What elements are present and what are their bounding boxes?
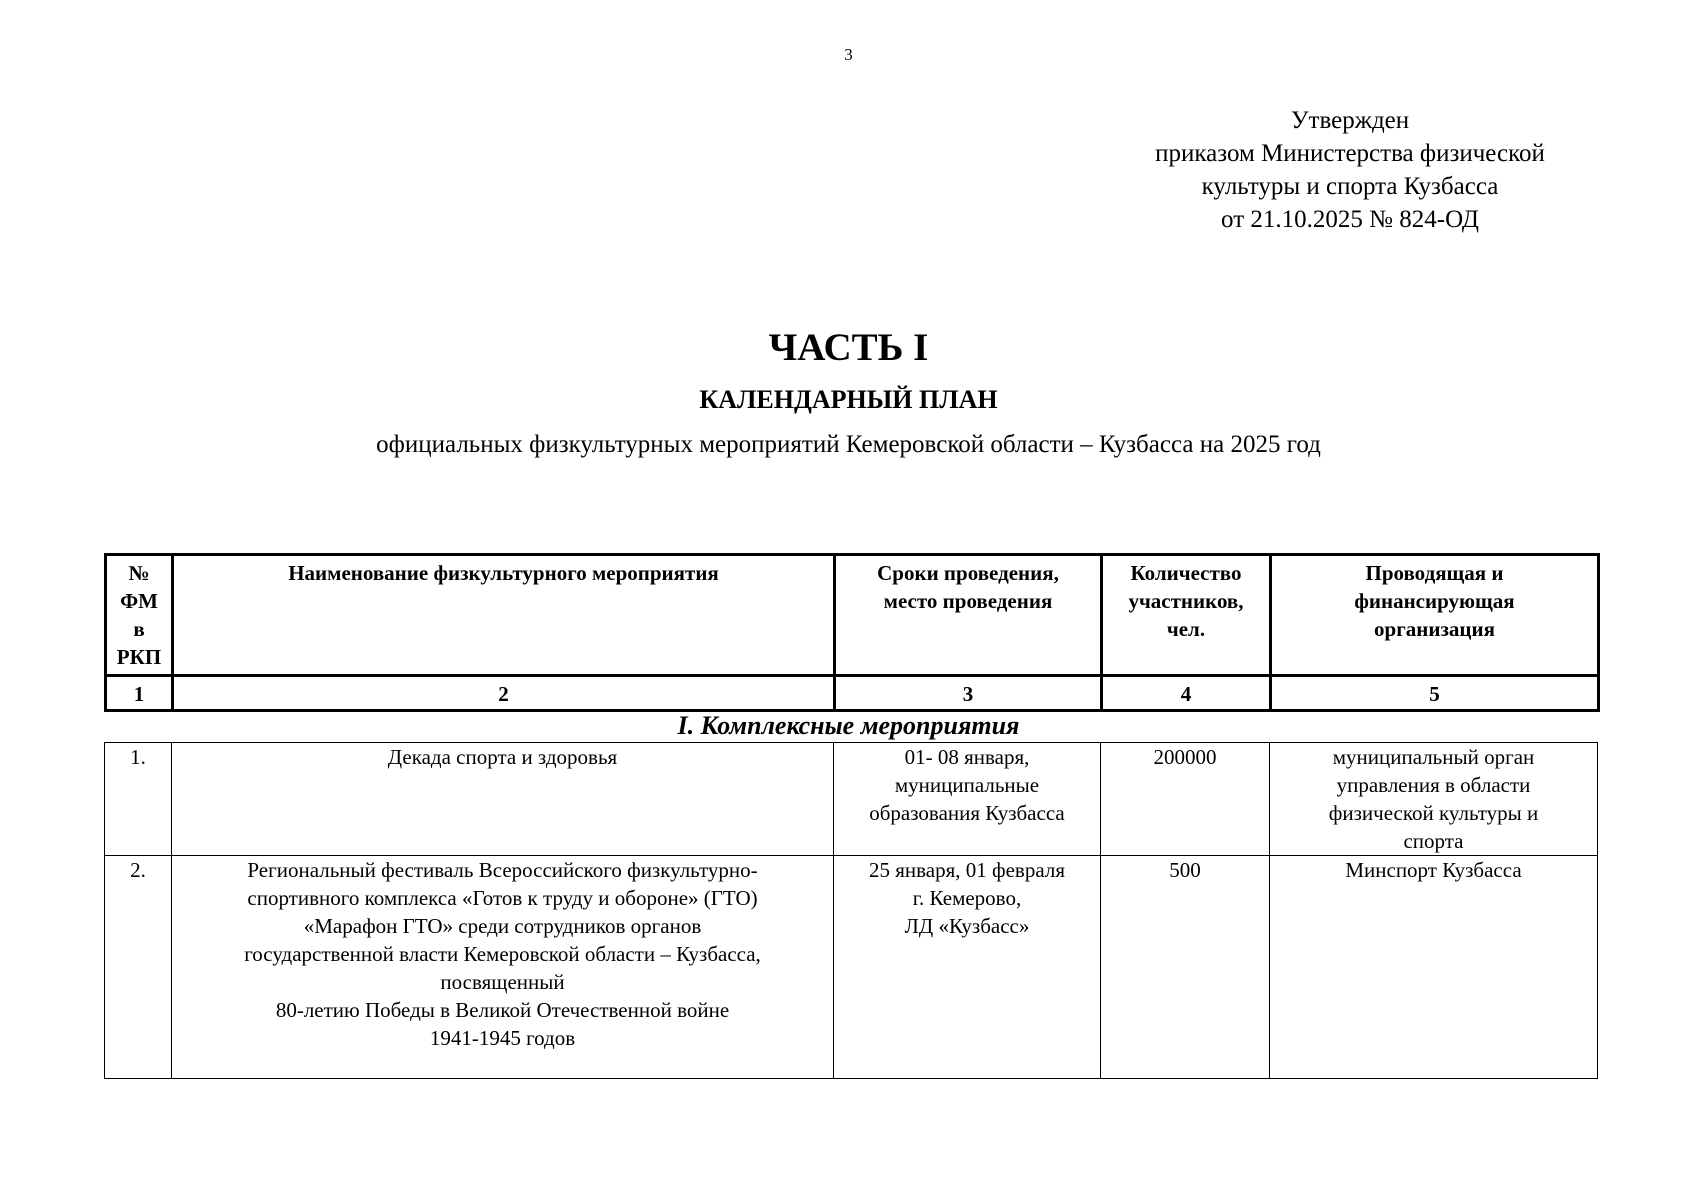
column-number: 3 (835, 676, 1102, 711)
header-row (106, 555, 1599, 676)
table-row (105, 856, 1598, 1079)
row-number: 2. (105, 856, 172, 1079)
event-participants: 500 (1101, 856, 1270, 1079)
event-dates-place: 25 января, 01 февраля г. Кемерово, ЛД «Кузбасс» (834, 856, 1101, 1079)
event-dates-place: 01- 08 января, муниципальные образования Кузбасса (834, 743, 1101, 856)
event-participants: 200000 (1101, 743, 1270, 856)
approval-line-2: приказом Министерства физической (1155, 140, 1545, 167)
table-header (104, 553, 1600, 712)
column-number: 4 (1102, 676, 1271, 711)
column-number: 1 (106, 676, 173, 711)
event-name: Региональный фестиваль Всероссийского физкультурно- спортивного комплекса «Готов к труду и обороне» (ГТО) «Марафон ГТО» среди сотрудников органов государственной власти Кемеровской области – Кузбасса, посвященный 80-летию Победы в Великой Отечественной войне 1941-1945 годов (172, 856, 834, 1079)
table-row (105, 743, 1598, 856)
column-number: 5 (1271, 676, 1599, 711)
section-title: I. Комплексные мероприятия (677, 711, 1020, 740)
approval-line-3: культуры и спорта Кузбасса (1201, 173, 1499, 200)
plan-title: КАЛЕНДАРНЫЙ ПЛАН (699, 385, 998, 414)
approval-line-1: Утвержден (1290, 107, 1410, 134)
event-organization: Минспорт Кузбасса (1270, 856, 1598, 1079)
header-col-organization: Проводящая и финансирующая организация (1271, 555, 1599, 676)
events-table (104, 742, 1598, 1079)
header-col-name: Наименование физкультурного мероприятия (173, 555, 835, 676)
approval-line-4: от 21.10.2025 № 824-ОД (1221, 206, 1479, 233)
header-col-participants: Количество участников, чел. (1102, 555, 1271, 676)
page-number: 3 (844, 45, 853, 64)
event-organization: муниципальный орган управления в области физической культуры и спорта (1270, 743, 1598, 856)
column-number: 2 (173, 676, 835, 711)
header-col-number: № ФМ в РКП (106, 555, 173, 676)
approval-block (1110, 104, 1590, 236)
row-number: 1. (105, 743, 172, 856)
column-numbers-row (106, 676, 1599, 711)
part-title: ЧАСТЬ I (768, 326, 929, 369)
event-name: Декада спорта и здоровья (172, 743, 834, 856)
header-col-dates: Сроки проведения, место проведения (835, 555, 1102, 676)
plan-subtitle: официальных физкультурных мероприятий Кемеровской области – Кузбасса на 2025 год (376, 431, 1321, 458)
